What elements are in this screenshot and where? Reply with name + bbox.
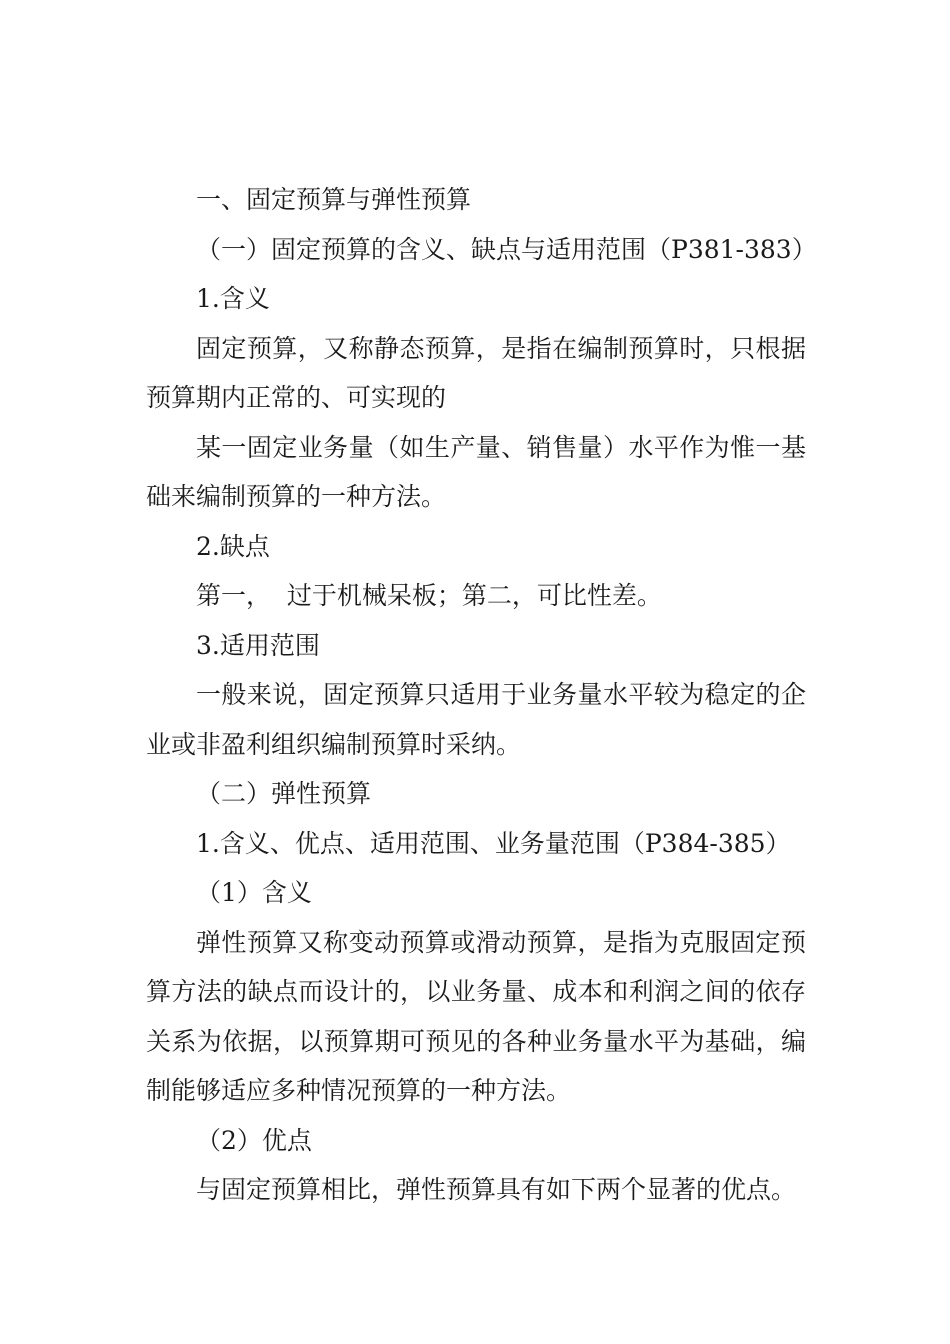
- body-paragraph: 第一， 过于机械呆板；第二，可比性差。: [196, 581, 662, 610]
- item-heading: 1.含义、优点、适用范围、业务量范围（P384-385）: [196, 828, 791, 858]
- document-body: [146, 175, 817, 1215]
- item-heading: 1.含义: [196, 284, 270, 313]
- body-paragraph: 与固定预算相比，弹性预算具有如下两个显著的优点。: [196, 1175, 797, 1204]
- body-paragraph: 固定预算，又称静态预算，是指在编制预算时，只根据预算期内正常的、可实现的: [146, 333, 806, 412]
- item-heading: 2.缺点: [196, 531, 270, 561]
- sub-item-heading: （1）含义: [196, 878, 312, 907]
- subsection-heading: （二）弹性预算: [196, 779, 372, 808]
- item-heading: 3.适用范围: [196, 630, 320, 660]
- body-paragraph: 某一固定业务量（如生产量、销售量）水平作为惟一基础来编制预算的一种方法。: [146, 432, 806, 511]
- section-heading: 一、固定预算与弹性预算: [196, 185, 472, 214]
- body-paragraph: 一般来说，固定预算只适用于业务量水平较为稳定的企业或非盈利组织编制预算时采纳。: [146, 680, 806, 759]
- sub-item-heading: （2）优点: [196, 1125, 312, 1155]
- body-paragraph: 弹性预算又称变动预算或滑动预算，是指为克服固定预算方法的缺点而设计的，以业务量、成本和利润之间的依存关系为依据，以预算期可预见的各种业务量水平为基础，编制能够适应多种情况预算的一种方法。: [146, 927, 806, 1105]
- subsection-heading: （一）固定预算的含义、缺点与适用范围（P381-383）: [196, 234, 817, 264]
